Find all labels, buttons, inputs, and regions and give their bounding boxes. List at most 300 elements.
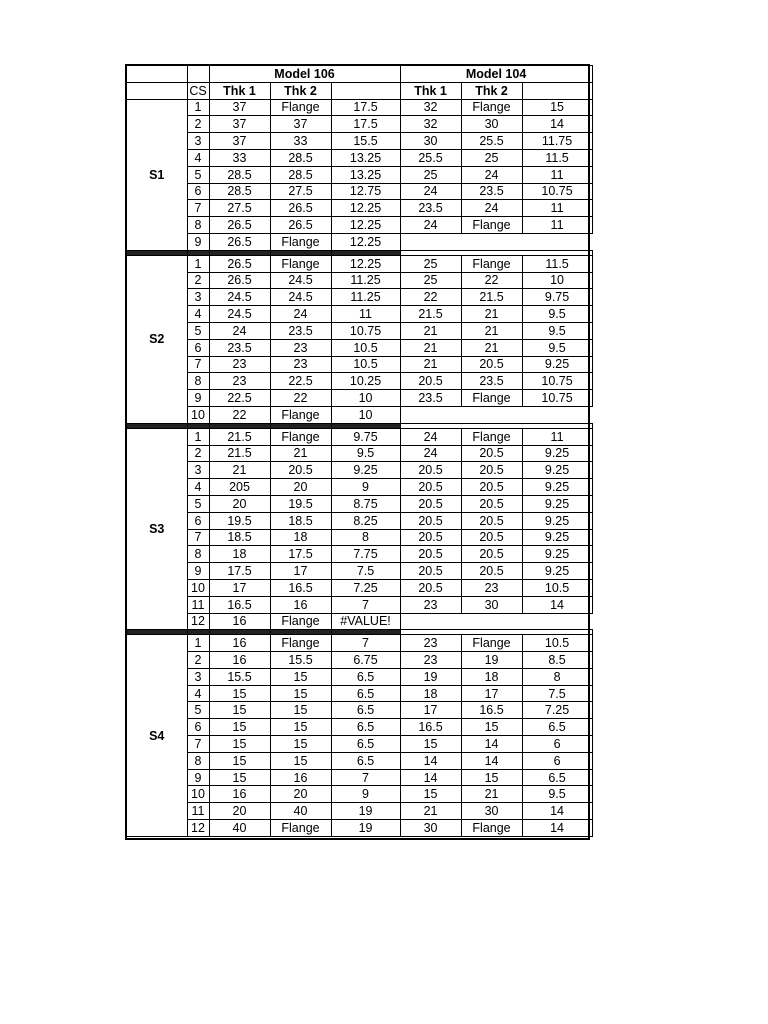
table-cell: 24 (270, 306, 331, 323)
table-cell: 15 (461, 719, 522, 736)
cs-cell: 9 (187, 390, 209, 407)
table-row (126, 133, 592, 150)
cs-cell: 1 (187, 99, 209, 116)
table-cell: 20.5 (461, 479, 522, 496)
table-cell: 20.5 (400, 579, 461, 596)
table-cell: 17 (270, 563, 331, 580)
table-cell: 28.5 (209, 183, 270, 200)
table-cell: 6.5 (331, 668, 400, 685)
table-cell: 21 (400, 339, 461, 356)
table-cell: Flange (270, 233, 331, 250)
table-cell: 20.5 (461, 356, 522, 373)
thickness-table (125, 65, 593, 837)
cs-cell: 7 (187, 529, 209, 546)
table-cell: 15.5 (209, 668, 270, 685)
table-cell: 23 (400, 596, 461, 613)
table-cell: 23 (461, 579, 522, 596)
table-cell: 17.5 (270, 546, 331, 563)
table-cell: 9.25 (522, 495, 592, 512)
table-cell: 9.5 (522, 306, 592, 323)
table-cell: 23.5 (400, 200, 461, 217)
table-cell: 20.5 (461, 529, 522, 546)
table-cell: 22.5 (209, 390, 270, 407)
table-cell: 24 (209, 322, 270, 339)
table-cell: 15 (270, 702, 331, 719)
table-cell: 15 (270, 752, 331, 769)
table-cell: 16 (270, 596, 331, 613)
table-cell: 23 (270, 356, 331, 373)
table-cell: 37 (209, 133, 270, 150)
table-cell: 11 (522, 217, 592, 234)
cs-cell: 10 (187, 406, 209, 423)
table-cell: 7.75 (331, 546, 400, 563)
table-row (126, 563, 592, 580)
table-cell: 12.25 (331, 255, 400, 272)
table-cell: 18 (209, 546, 270, 563)
table-cell: 19 (461, 652, 522, 669)
table-cell: 9.25 (522, 462, 592, 479)
table-cell: 20.5 (400, 512, 461, 529)
table-cell: 11.5 (522, 149, 592, 166)
cs-cell: 10 (187, 579, 209, 596)
table-row (126, 445, 592, 462)
table-cell: 16 (270, 769, 331, 786)
table-cell: 21 (461, 339, 522, 356)
cs-cell: 4 (187, 306, 209, 323)
table-row (126, 685, 592, 702)
table-row (126, 428, 592, 445)
table-cell: 7 (331, 596, 400, 613)
table-cell: Flange (270, 820, 331, 837)
table-cell: 24.5 (209, 306, 270, 323)
table-cell: 19 (331, 803, 400, 820)
table-cell: 9.25 (522, 529, 592, 546)
table-cell: 7.5 (522, 685, 592, 702)
table-cell: 40 (270, 803, 331, 820)
table-cell: 28.5 (270, 166, 331, 183)
table-cell: 21 (270, 445, 331, 462)
table-cell: 12.25 (331, 217, 400, 234)
table-cell: 18.5 (209, 529, 270, 546)
group-label: S2 (126, 255, 187, 423)
table-cell: 16 (209, 786, 270, 803)
table-cell: 9.75 (522, 289, 592, 306)
cs-cell: 2 (187, 445, 209, 462)
table-row (126, 668, 592, 685)
table-row (126, 149, 592, 166)
table-cell: 9 (331, 479, 400, 496)
table-cell: 6.5 (331, 719, 400, 736)
table-cell: 25.5 (461, 133, 522, 150)
table-cell: Flange (461, 255, 522, 272)
table-cell: 14 (522, 803, 592, 820)
table-cell: 15 (522, 99, 592, 116)
table-cell: 28.5 (209, 166, 270, 183)
table-cell: 20.5 (461, 462, 522, 479)
table-row (126, 99, 592, 116)
table-cell: 7 (331, 769, 400, 786)
table-cell: 15 (209, 719, 270, 736)
table-cell: 10.5 (522, 635, 592, 652)
table-cell: 24 (461, 200, 522, 217)
table-cell: 6.75 (331, 652, 400, 669)
table-cell: 24 (400, 183, 461, 200)
table-cell: 8 (522, 668, 592, 685)
cs-cell: 9 (187, 233, 209, 250)
table-cell: 11.75 (522, 133, 592, 150)
table-cell: Flange (270, 635, 331, 652)
table-cell: Flange (270, 428, 331, 445)
cs-cell: 4 (187, 685, 209, 702)
table-cell: 9.25 (522, 512, 592, 529)
table-cell: 26.5 (270, 200, 331, 217)
table-cell: 20.5 (461, 445, 522, 462)
m104-thk1-header: Thk 1 (400, 82, 461, 99)
table-cell: 15 (209, 769, 270, 786)
cs-cell: 9 (187, 563, 209, 580)
table-row (126, 289, 592, 306)
cs-cell: 10 (187, 786, 209, 803)
table-row (126, 183, 592, 200)
header-row-columns (126, 82, 592, 99)
table-cell: 7.25 (331, 579, 400, 596)
table-cell: 23.5 (209, 339, 270, 356)
table-cell: 22 (270, 390, 331, 407)
table-cell: 10.25 (331, 373, 400, 390)
cs-cell: 4 (187, 149, 209, 166)
table-cell: 14 (522, 596, 592, 613)
table-cell: 24 (400, 445, 461, 462)
table-cell: 27.5 (209, 200, 270, 217)
table-cell: Flange (270, 99, 331, 116)
table-cell: 17.5 (331, 99, 400, 116)
table-cell: 9.25 (522, 479, 592, 496)
table-row (126, 406, 592, 423)
table-cell: 24.5 (270, 289, 331, 306)
table-cell: 16 (209, 635, 270, 652)
table-cell: 21 (209, 462, 270, 479)
table-cell: 20.5 (461, 563, 522, 580)
table-cell: 10.5 (522, 579, 592, 596)
table-cell: 6.5 (331, 685, 400, 702)
table-cell: 23 (400, 635, 461, 652)
table-cell: 6 (522, 736, 592, 753)
table-cell: 21.5 (209, 428, 270, 445)
cs-cell: 7 (187, 200, 209, 217)
table-cell: 21 (400, 322, 461, 339)
table-cell: 20 (270, 479, 331, 496)
table-row (126, 339, 592, 356)
header-row-models (126, 66, 592, 83)
table-cell: 19 (400, 668, 461, 685)
table-cell: 18 (270, 529, 331, 546)
table-row (126, 652, 592, 669)
table-cell: 23.5 (400, 390, 461, 407)
table-cell: 15 (461, 769, 522, 786)
cs-cell: 8 (187, 217, 209, 234)
table-row (126, 512, 592, 529)
table-cell: 8.25 (331, 512, 400, 529)
table-cell: 6.5 (331, 752, 400, 769)
table-cell: 20.5 (270, 462, 331, 479)
table-cell: 15 (270, 668, 331, 685)
cs-cell: 6 (187, 512, 209, 529)
model-104-header: Model 104 (400, 66, 592, 83)
table-cell: 16 (209, 613, 270, 630)
cs-cell: 5 (187, 322, 209, 339)
table-cell: 19.5 (209, 512, 270, 529)
table-cell: 9.25 (522, 546, 592, 563)
table-cell: 20.5 (400, 546, 461, 563)
table-cell: 15 (209, 736, 270, 753)
table-row (126, 786, 592, 803)
table-cell: 17 (400, 702, 461, 719)
cs-cell: 5 (187, 702, 209, 719)
table-cell: 11 (522, 200, 592, 217)
table-cell: 16.5 (461, 702, 522, 719)
table-cell: 6.5 (331, 736, 400, 753)
table-cell: 21 (461, 786, 522, 803)
table-row (126, 635, 592, 652)
cs-cell: 3 (187, 462, 209, 479)
table-cell: 9 (331, 786, 400, 803)
table-cell: 14 (461, 736, 522, 753)
table-cell: 15 (209, 685, 270, 702)
table-row (126, 200, 592, 217)
table-cell: 16.5 (209, 596, 270, 613)
cs-cell: 4 (187, 479, 209, 496)
table-cell: 6.5 (522, 769, 592, 786)
table-cell: 25 (400, 255, 461, 272)
table-row (126, 116, 592, 133)
table-cell: 20.5 (400, 462, 461, 479)
group-label: S4 (126, 635, 187, 837)
table-cell: 20 (209, 803, 270, 820)
table-cell: 15 (270, 719, 331, 736)
table-cell: 24.5 (270, 272, 331, 289)
table-cell: 37 (209, 116, 270, 133)
table-cell: 15 (270, 736, 331, 753)
table-cell: 21 (461, 306, 522, 323)
table-cell: 26.5 (270, 217, 331, 234)
table-cell: 20.5 (400, 373, 461, 390)
table-cell: 9.25 (522, 356, 592, 373)
table-cell: 26.5 (209, 255, 270, 272)
table-cell: 10.75 (522, 183, 592, 200)
table-row (126, 596, 592, 613)
table-cell: 21 (461, 322, 522, 339)
table-cell: 10.75 (522, 373, 592, 390)
table-cell: 9.5 (522, 322, 592, 339)
table-cell: 17 (461, 685, 522, 702)
table-cell: 20.5 (461, 512, 522, 529)
cs-cell: 8 (187, 546, 209, 563)
table-cell: 24 (461, 166, 522, 183)
table-cell: 7 (331, 635, 400, 652)
table-row (126, 356, 592, 373)
table-cell: 18 (461, 668, 522, 685)
table-cell: 7.5 (331, 563, 400, 580)
table-row (126, 803, 592, 820)
table-row (126, 217, 592, 234)
table-cell: 23 (270, 339, 331, 356)
table-cell: 15.5 (270, 652, 331, 669)
table-cell: 9.5 (522, 786, 592, 803)
table-cell: 30 (461, 803, 522, 820)
table-row (126, 702, 592, 719)
cs-cell: 6 (187, 183, 209, 200)
table-cell: 12.25 (331, 200, 400, 217)
m104-thk2-header: Thk 2 (461, 82, 522, 99)
cs-cell: 2 (187, 116, 209, 133)
cs-cell: 8 (187, 373, 209, 390)
table-cell: 12.25 (331, 233, 400, 250)
table-cell: 24.5 (209, 289, 270, 306)
table-row (126, 820, 592, 837)
table-cell: 14 (522, 116, 592, 133)
table-cell: 21.5 (400, 306, 461, 323)
cs-cell: 11 (187, 803, 209, 820)
table-cell: 11 (522, 428, 592, 445)
table-cell: 26.5 (209, 233, 270, 250)
table-cell: 33 (270, 133, 331, 150)
table-cell: Flange (270, 613, 331, 630)
table-row (126, 613, 592, 630)
table-cell: 205 (209, 479, 270, 496)
table-cell: 15 (400, 736, 461, 753)
table-row (126, 719, 592, 736)
table-cell: 21.5 (209, 445, 270, 462)
table-cell: 17 (209, 579, 270, 596)
table-cell: Flange (461, 390, 522, 407)
table-cell: Flange (270, 255, 331, 272)
table-cell: 22 (209, 406, 270, 423)
cs-cell: 1 (187, 428, 209, 445)
table-cell: 6 (522, 752, 592, 769)
table-cell: 10 (522, 272, 592, 289)
table-cell: 20 (209, 495, 270, 512)
table-cell: 26.5 (209, 217, 270, 234)
table-cell: 24 (400, 428, 461, 445)
table-row (126, 479, 592, 496)
table-row (126, 736, 592, 753)
table-cell: 14 (400, 752, 461, 769)
table-cell: 15 (270, 685, 331, 702)
table-cell: 15 (400, 786, 461, 803)
table-cell: 13.25 (331, 149, 400, 166)
table-cell: 10.75 (331, 322, 400, 339)
table-cell: 21 (400, 356, 461, 373)
table-cell: 10 (331, 406, 400, 423)
table-cell: 17.5 (209, 563, 270, 580)
table-cell: 14 (461, 752, 522, 769)
table-cell: 10 (331, 390, 400, 407)
table-cell: Flange (461, 428, 522, 445)
cs-cell: 6 (187, 719, 209, 736)
table-row (126, 233, 592, 250)
table-cell: Flange (270, 406, 331, 423)
table-cell: 30 (461, 116, 522, 133)
cs-cell: 5 (187, 495, 209, 512)
table-cell: 26.5 (209, 272, 270, 289)
model-106-header: Model 106 (209, 66, 400, 83)
table-cell: 20.5 (400, 479, 461, 496)
cs-cell: 7 (187, 736, 209, 753)
table-row (126, 495, 592, 512)
table-cell: 22 (461, 272, 522, 289)
table-cell: 11.25 (331, 289, 400, 306)
table-cell: 10.5 (331, 339, 400, 356)
table-cell: 16 (209, 652, 270, 669)
table-cell: 19.5 (270, 495, 331, 512)
table-cell: 11.25 (331, 272, 400, 289)
table-cell: 32 (400, 116, 461, 133)
table-cell: 21.5 (461, 289, 522, 306)
table-cell: 23 (209, 356, 270, 373)
table-cell: 25 (461, 149, 522, 166)
table-cell: 37 (270, 116, 331, 133)
table-cell: 8.5 (522, 652, 592, 669)
table-row (126, 752, 592, 769)
table-cell: 30 (461, 596, 522, 613)
table-cell: 14 (522, 820, 592, 837)
table-cell: 6.5 (331, 702, 400, 719)
table-cell: 15.5 (331, 133, 400, 150)
cs-cell: 2 (187, 272, 209, 289)
table-row (126, 546, 592, 563)
table-cell: 37 (209, 99, 270, 116)
cs-cell: 12 (187, 613, 209, 630)
table-cell: 8.75 (331, 495, 400, 512)
table-cell: 15 (209, 702, 270, 719)
table-row (126, 769, 592, 786)
table-cell: 10.75 (522, 390, 592, 407)
table-cell: 9.75 (331, 428, 400, 445)
table-cell: #VALUE! (331, 613, 400, 630)
table-cell: 23.5 (461, 183, 522, 200)
table-cell: 9.5 (331, 445, 400, 462)
table-row (126, 166, 592, 183)
table-row (126, 462, 592, 479)
table-cell: Flange (461, 217, 522, 234)
table-cell: 20.5 (461, 495, 522, 512)
table-cell: 20 (270, 786, 331, 803)
table-cell: 20.5 (400, 495, 461, 512)
table-cell: 7.25 (522, 702, 592, 719)
table-cell: 30 (400, 820, 461, 837)
cs-cell: 5 (187, 166, 209, 183)
table-cell: 9.25 (331, 462, 400, 479)
table-cell: 17.5 (331, 116, 400, 133)
cs-cell: 3 (187, 133, 209, 150)
table-cell: 23.5 (461, 373, 522, 390)
table-cell: 19 (331, 820, 400, 837)
table-cell: 25 (400, 166, 461, 183)
table-cell: Flange (461, 99, 522, 116)
cs-cell: 9 (187, 769, 209, 786)
cs-cell: 3 (187, 668, 209, 685)
table-row (126, 306, 592, 323)
table-cell: 13.25 (331, 166, 400, 183)
table-cell: 9.25 (522, 445, 592, 462)
table-row (126, 272, 592, 289)
table-row (126, 529, 592, 546)
cs-cell: 3 (187, 289, 209, 306)
table-cell: 21 (400, 803, 461, 820)
table-cell: 12.75 (331, 183, 400, 200)
cs-cell: 1 (187, 255, 209, 272)
table-cell: 11.5 (522, 255, 592, 272)
